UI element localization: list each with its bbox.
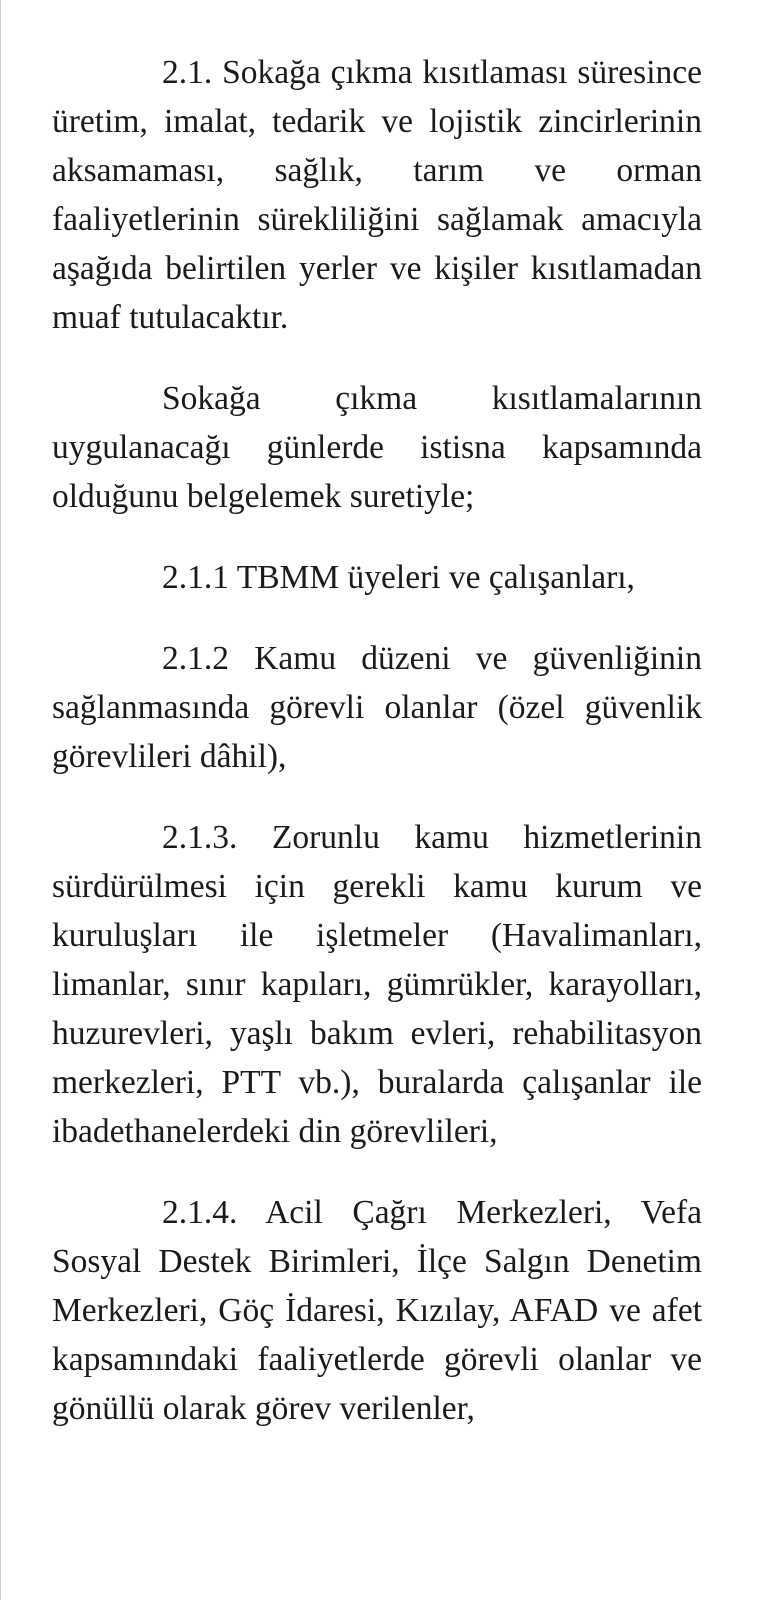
- paragraph-2-1-2: 2.1.2 Kamu düzeni ve güvenliğinin sağlanmasında görevli olanlar (özel güvenlik görevlileri dâhil),: [52, 640, 702, 775]
- paragraph-2-1-1: 2.1.1 TBMM üyeleri ve çalışanları,: [162, 559, 635, 596]
- paragraph-2-1-4: 2.1.4. Acil Çağrı Merkezleri, Vefa Sosyal Destek Birimleri, İlçe Salgın Denetim Merkezleri, Göç İdaresi, Kızılay, AFAD ve afet kapsamındaki faaliyetlerde görevli olanlar ve gönüllü olarak görev verilenler,: [52, 1194, 702, 1427]
- paragraph-2-1: 2.1. Sokağa çıkma kısıtlaması süresince üretim, imalat, tedarik ve lojistik zincirlerinin aksamaması, sağlık, tarım ve orman faaliyetlerinin sürekliliğini sağlamak amacıyla aşağıda belirtilen yerler ve kişiler kısıtlamadan muaf tutulacaktır.: [52, 54, 702, 336]
- page-left-border: [0, 0, 1, 1600]
- paragraph-exemption-intro: Sokağa çıkma kısıtlamalarının uygulanacağı günlerde istisna kapsamında olduğunu belgelemek suretiyle;: [52, 380, 702, 515]
- paragraph-2-1-3: 2.1.3. Zorunlu kamu hizmetlerinin sürdürülmesi için gerekli kamu kurum ve kuruluşları ile işletmeler (Havalimanları, limanlar, sınır kapıları, gümrükler, karayolları, huzurevleri, yaşlı bakım evleri, rehabilitasyon merkezleri, PTT vb.), buralarda çalışanlar ile ibadethanelerdeki din görevlileri,: [52, 819, 702, 1150]
- document-body: [52, 48, 702, 1433]
